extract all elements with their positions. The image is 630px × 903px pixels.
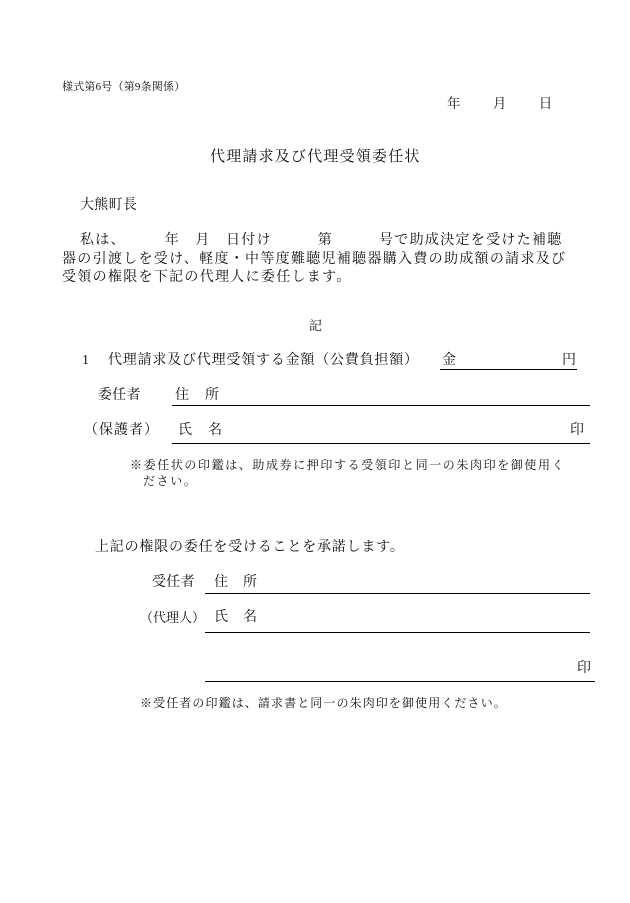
- document-title: 代理請求及び代理受領委任状: [210, 149, 421, 165]
- agent-address-line: [205, 593, 590, 594]
- delegator-role-note: （保護者）: [84, 423, 159, 438]
- amount-prefix: 金: [442, 353, 456, 368]
- body-line: 受領の権限を下記の代理人に委任します。: [62, 270, 352, 285]
- delegator-seal-mark: 印: [570, 423, 584, 438]
- date-line: 年 月 日: [447, 96, 555, 111]
- form-number: 様式第6号（第9条関係）: [62, 81, 186, 93]
- delegator-name-line: [172, 443, 590, 444]
- agent-name-line: [205, 632, 590, 633]
- amount-field-line: [440, 369, 577, 370]
- body-line: 器の引渡しを受け、軽度・中等度難聴児補聴器購入費の助成額の請求及び: [62, 252, 567, 267]
- addressee: 大熊町長: [80, 198, 138, 213]
- body-line: 私は、 年 月 日付け 第 号で助成決定を受けた補聴: [80, 233, 563, 248]
- amount-label: 代理請求及び代理受領する金額（公費負担額）: [108, 353, 419, 368]
- delegator-note: ださい。: [143, 474, 198, 488]
- agent-address-label: 住 所: [214, 575, 258, 590]
- agent-role-note: （代理人）: [140, 610, 206, 625]
- ki-heading: 記: [309, 318, 323, 333]
- agent-seal-line: [205, 681, 595, 682]
- agent-name-label: 氏 名: [214, 610, 258, 625]
- agent-note: ※受任者の印鑑は、請求書と同一の朱肉印を御使用ください。: [140, 696, 507, 710]
- delegator-address-line: [172, 405, 590, 406]
- delegator-name-label: 氏 名: [178, 423, 223, 438]
- delegator-role: 委任者: [98, 388, 141, 403]
- agent-role: 受任者: [152, 575, 195, 590]
- delegator-address-label: 住 所: [175, 388, 220, 403]
- delegator-note: ※委任状の印鑑は、助成券に押印する受領印と同一の朱肉印を御使用く: [130, 458, 566, 472]
- agent-seal-mark: 印: [577, 661, 591, 676]
- item-number: 1: [82, 353, 89, 368]
- acceptance-statement: 上記の権限の委任を受けることを承諾します。: [95, 540, 405, 555]
- amount-suffix: 円: [562, 353, 576, 368]
